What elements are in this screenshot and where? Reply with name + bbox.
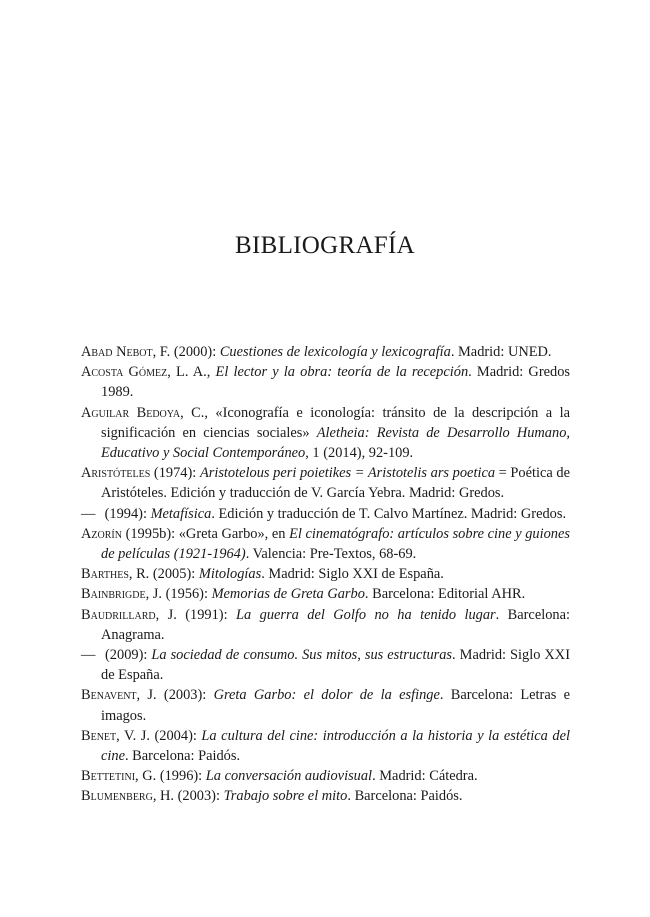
repeat-author-dash: — xyxy=(81,647,96,664)
bibliography-entry xyxy=(81,786,570,806)
entry-text: (1956): xyxy=(162,586,212,603)
entry-title: Mitologías xyxy=(198,566,262,583)
bibliography-entry xyxy=(81,403,570,464)
bibliography-entry xyxy=(81,726,570,766)
repeat-author-dash: — xyxy=(81,505,96,522)
entry-publication: . Barcelona: Paidós. xyxy=(124,748,241,765)
entry-title: La conversación audiovisual xyxy=(205,768,373,785)
entry-publication: . Madrid: Cátedra. xyxy=(372,768,478,785)
entry-publication: . Edición y traducción de T. Calvo Martínez. Madrid: Gredos. xyxy=(211,505,567,522)
entry-author: Barthes, R. xyxy=(81,566,150,583)
entry-author: Bettetini, G. xyxy=(81,768,157,785)
entry-text: (2003): xyxy=(174,788,224,805)
bibliography-entry xyxy=(81,766,570,786)
entry-title: Aristotelous peri poietikes = Aristotelis ars poetica xyxy=(199,465,496,482)
entry-publication: . Barcelona: Paidós. xyxy=(347,788,463,805)
bibliography-entry xyxy=(81,564,570,584)
entry-author: Azorín xyxy=(81,525,122,542)
bibliography-entry xyxy=(81,524,570,564)
entry-text: (2004): xyxy=(149,727,202,744)
entry-publication: = Poética de Aristóteles. Edición y traducción de V. García Yebra. Madrid: Gredos. xyxy=(101,465,571,502)
entry-publication: . Barcelona: Letras e imagos. xyxy=(101,687,571,724)
entry-author: Aristóteles xyxy=(81,465,151,482)
entry-title: El cinematógrafo: artículos sobre cine y guiones de películas (1921-1964) xyxy=(101,525,570,563)
entry-title: Trabajo sobre el mito xyxy=(223,788,348,805)
bibliography-entry xyxy=(81,584,570,604)
entry-text: (1991): xyxy=(176,606,237,623)
bibliography-entry xyxy=(81,504,570,524)
bibliography-entry xyxy=(81,605,570,645)
bibliography-list xyxy=(81,342,570,807)
entry-text: (2009): xyxy=(101,647,152,664)
entry-author: Abad Nebot, F. xyxy=(81,344,171,360)
entry-title: La cultura del cine: introducción a la historia y la estética del cine xyxy=(101,727,570,765)
entry-text: (2005): xyxy=(149,566,199,583)
entry-publication: . Madrid: UNED. xyxy=(450,344,552,360)
entry-title: La guerra del Golfo no ha tenido lugar xyxy=(236,606,496,623)
entry-publication: . Madrid: Siglo XXI de España. xyxy=(261,566,444,583)
bibliography-entry xyxy=(81,342,570,362)
entry-text: , xyxy=(206,364,216,381)
entry-text: (2000): xyxy=(170,344,220,360)
entry-title: Greta Garbo: el dolor de la esfinge xyxy=(213,687,440,704)
entry-author: Aguilar Bedoya, C. xyxy=(81,404,205,421)
entry-text: (1995b): «Greta Garbo», en xyxy=(121,525,290,542)
entry-title: La sociedad de consumo. Sus mitos, sus estructuras xyxy=(151,647,453,664)
entry-title: El lector y la obra: teoría de la recepción xyxy=(215,364,469,381)
entry-publication: . Madrid: Gredos 1989. xyxy=(101,364,570,401)
entry-author: Bainbrigde, J. xyxy=(81,586,162,603)
bibliography-entry xyxy=(81,645,570,685)
entry-text: (1974): xyxy=(150,465,200,482)
entry-text: (2003): xyxy=(156,687,214,704)
entry-author: Acosta Gómez, L. A. xyxy=(81,364,207,381)
entry-text: (1996): xyxy=(156,768,206,785)
bibliography-entry xyxy=(81,685,570,725)
entry-title: Metafísica xyxy=(150,505,212,522)
entry-title: Memorias de Greta Garbo xyxy=(211,586,365,603)
entry-text: , «Iconografía e iconología: tránsito de la descripción a la significación en ciencias sociales» xyxy=(101,404,571,441)
bibliography-entry xyxy=(81,362,570,402)
entry-publication: , 1 (2014), 92-109. xyxy=(305,445,414,462)
entry-author: Blumenberg, H. xyxy=(81,788,175,805)
entry-title: Aletheia: Revista de Desarrollo Humano, Educativo y Social Contemporáneo xyxy=(101,424,570,462)
entry-publication: . Barcelona: Anagrama. xyxy=(101,606,570,643)
entry-author: Benavent, J. xyxy=(81,687,157,704)
entry-publication: . Barcelona: Editorial AHR. xyxy=(364,586,526,603)
entry-title: Cuestiones de lexicología y lexicografía xyxy=(219,344,451,360)
entry-author: Baudrillard, J. xyxy=(81,606,177,623)
entry-text: (1994): xyxy=(101,505,151,522)
bibliography-entry xyxy=(81,463,570,503)
entry-publication: . Valencia: Pre-Textos, 68-69. xyxy=(245,546,417,563)
entry-publication: . Madrid: Siglo XXI de España. xyxy=(101,647,570,684)
page-title: BIBLIOGRAFÍA xyxy=(235,232,415,259)
entry-author: Benet, V. J. xyxy=(81,727,150,744)
